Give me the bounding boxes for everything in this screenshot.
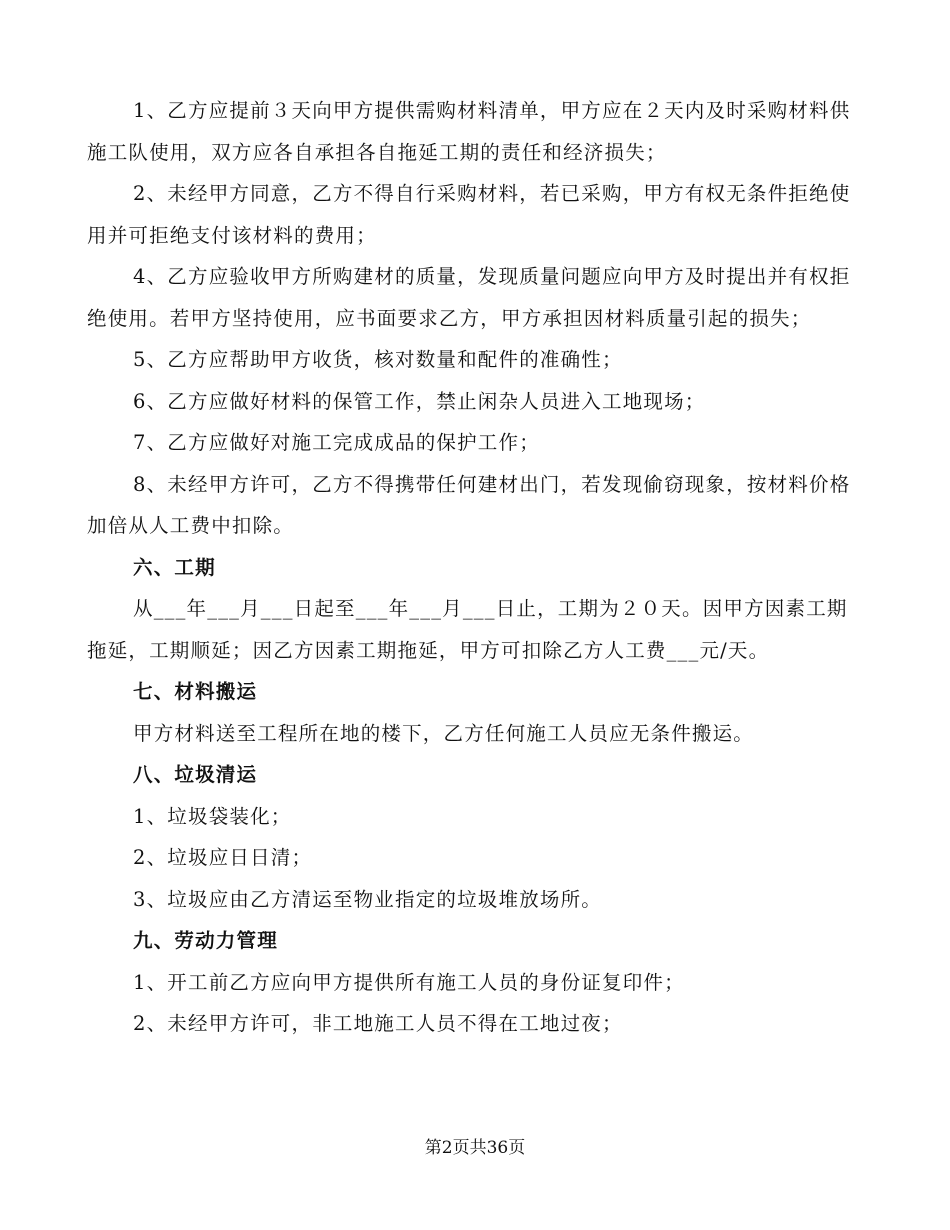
material-transport-text: 甲方材料送至工程所在地的楼下，乙方任何施工人员应无条件搬运。	[133, 721, 755, 745]
clause-6: 6、乙方应做好材料的保管工作，禁止闲杂人员进入工地现场；	[133, 389, 706, 413]
waste-item-2: 2、垃圾应日日清；	[133, 846, 313, 869]
clause-8: 8、未经甲方许可，乙方不得携带任何建材出门，若发现偷窃现象，按材料价格加倍从人工费中扣除。	[87, 472, 851, 537]
waste-item-3: 3、垃圾应由乙方清运至物业指定的垃圾堆放场所。	[133, 887, 603, 911]
page-number-footer: 第2页共36页	[424, 1138, 526, 1158]
schedule-text: 从___年___月___日起至___年___月___日止，工期为２０天。因甲方因素工期拖延，工期顺延；因乙方因素工期拖延，甲方可扣除乙方人工费___元/天。	[87, 597, 848, 662]
section-heading-material-transport: 七、材料搬运	[133, 680, 258, 703]
clause-7: 7、乙方应做好对施工完成成品的保护工作；	[133, 431, 540, 454]
labor-item-1: 1、开工前乙方应向甲方提供所有施工人员的身份证复印件；	[133, 970, 685, 994]
clause-4: 4、乙方应验收甲方所购建材的质量，发现质量问题应向甲方及时提出并有权拒绝使用。若甲方坚持使用，应书面要求乙方，甲方承担因材料质量引起的损失；	[87, 265, 851, 330]
section-heading-labor-management: 九、劳动力管理	[133, 929, 278, 952]
clause-5: 5、乙方应帮助甲方收货，核对数量和配件的准确性；	[133, 348, 623, 371]
section-heading-waste-removal: 八、垃圾清运	[133, 763, 258, 786]
document-body	[87, 90, 865, 1045]
waste-item-1: 1、垃圾袋装化；	[133, 804, 292, 828]
clause-1: 1、乙方应提前３天向甲方提供需购材料清单，甲方应在２天内及时采购材料供施工队使用，双方应各自承担各自拖延工期的责任和经济损失；	[87, 99, 851, 164]
labor-item-2: 2、未经甲方许可，非工地施工人员不得在工地过夜；	[133, 1012, 623, 1035]
section-heading-schedule: 六、工期	[133, 555, 216, 579]
clause-2: 2、未经甲方同意，乙方不得自行采购材料，若已采购，甲方有权无条件拒绝使用并可拒绝支付该材料的费用；	[87, 182, 851, 247]
